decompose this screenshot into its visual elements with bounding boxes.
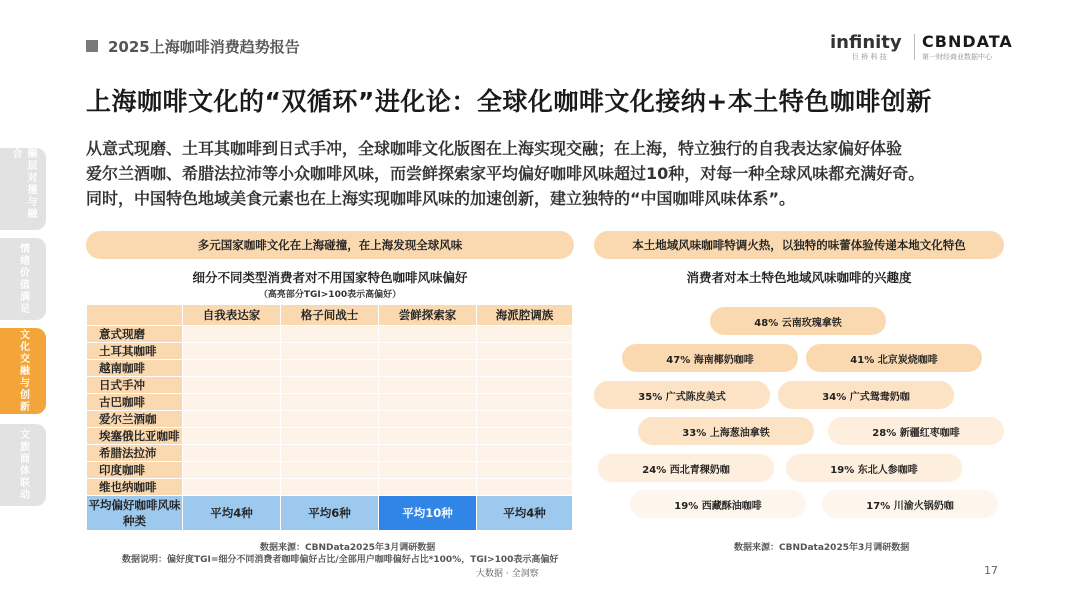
table-cell (281, 479, 379, 496)
table-cell (379, 343, 477, 360)
table-cell (183, 462, 281, 479)
left-panel-subtitle: 细分不同类型消费者对不用国家特色咖啡风味偏好 (192, 270, 468, 285)
table-cell (477, 377, 573, 394)
table-cell (183, 343, 281, 360)
table-cell (183, 479, 281, 496)
table-row (87, 394, 573, 411)
row-label: 意式现磨 (87, 326, 183, 343)
page-number: 17 (984, 564, 998, 577)
table-header-row (87, 305, 573, 326)
table-cell (477, 326, 573, 343)
intro-paragraph (86, 136, 1026, 211)
table-row (87, 360, 573, 377)
flavor-bubble: 24% 西北青稞奶咖 (598, 454, 774, 482)
side-tab-culture-innovation[interactable]: 文化交融与创新 (0, 328, 46, 414)
table-cell (281, 462, 379, 479)
average-value: 平均6种 (281, 496, 379, 531)
table-cell (183, 360, 281, 377)
left-data-explain: 数据说明：偏好度TGI=细分不同消费者咖啡偏好占比/全部用户咖啡偏好占比*100%，TGI>100表示高偏好 (122, 555, 559, 565)
table-cell (281, 360, 379, 377)
table-cell (183, 445, 281, 462)
table-cell (183, 377, 281, 394)
table-cell (379, 360, 477, 377)
table-cell (281, 377, 379, 394)
row-label: 土耳其咖啡 (87, 343, 183, 360)
row-label: 越南咖啡 (87, 360, 183, 377)
column-header: 格子间战士 (281, 305, 379, 326)
table-cell (379, 428, 477, 445)
average-value: 平均4种 (477, 496, 573, 531)
table-cell (281, 428, 379, 445)
column-header: 海派腔调族 (477, 305, 573, 326)
table-row (87, 445, 573, 462)
table-cell (477, 445, 573, 462)
intro-line: 从意式现磨、土耳其咖啡到日式手冲，全球咖啡文化版图在上海实现交融；在上海，特立独行的自我表达家偏好体验 (86, 139, 903, 158)
table-cell (477, 462, 573, 479)
table-cell (183, 326, 281, 343)
row-label: 爱尔兰酒咖 (87, 411, 183, 428)
logo-divider (914, 34, 915, 60)
table-cell (477, 411, 573, 428)
row-label: 埃塞俄比亚咖啡 (87, 428, 183, 445)
table-row (87, 326, 573, 343)
flavor-bubble: 19% 西藏酥油咖啡 (630, 490, 806, 518)
page-title: 上海咖啡文化的“双循环”进化论：全球化咖啡文化接纳+本土特色咖啡创新 (86, 87, 932, 116)
flavor-bubble: 33% 上海葱油拿铁 (638, 417, 814, 445)
table-row (87, 428, 573, 445)
table-cell (183, 428, 281, 445)
table-row (87, 479, 573, 496)
row-label: 印度咖啡 (87, 462, 183, 479)
table-cell (183, 394, 281, 411)
row-label: 日式手冲 (87, 377, 183, 394)
right-panel-pill: 本土地域风味咖啡特调火热，以独特的味蕾体验传递本地文化特色 (594, 231, 1004, 259)
side-tab-emotional-value[interactable]: 情绪价值满足 (0, 238, 46, 320)
table-cell (281, 394, 379, 411)
table-row (87, 377, 573, 394)
row-label: 希腊法拉沛 (87, 445, 183, 462)
average-value-highlight: 平均10种 (379, 496, 477, 531)
flavor-bubble: 19% 东北人参咖啡 (786, 454, 962, 482)
header-marker (86, 40, 98, 52)
table-row (87, 343, 573, 360)
row-label: 维也纳咖啡 (87, 479, 183, 496)
table-cell (379, 411, 477, 428)
right-panel-subtitle: 消费者对本土特色地域风味咖啡的兴趣度 (686, 270, 912, 285)
flavor-bubble: 35% 广式陈皮美式 (594, 381, 770, 409)
table-cell (281, 326, 379, 343)
cbndata-logo: CBNDATA (922, 32, 1013, 51)
footer-tagline: 大数据 · 全洞察 (476, 569, 539, 579)
flavor-bubble: 48% 云南玫瑰拿铁 (710, 307, 886, 335)
flavor-bubble: 17% 川渝火锅奶咖 (822, 490, 998, 518)
right-data-source: 数据来源：CBNData2025年3月调研数据 (734, 543, 910, 553)
table-cell (477, 343, 573, 360)
table-row (87, 462, 573, 479)
table-cell (281, 445, 379, 462)
average-row-label: 平均偏好咖啡风味种类 (87, 496, 183, 531)
table-row (87, 411, 573, 428)
intro-line: 爱尔兰酒咖、希腊法拉沛等小众咖啡风味，而尝鲜探索家平均偏好咖啡风味超过10种，对每一种全球风味都充满好奇。 (86, 164, 925, 183)
table-cell (379, 445, 477, 462)
side-tab-tourism-linkage[interactable]: 文旅商体联动 (0, 424, 46, 506)
infinity-logo-subtitle: 巨 桥 科 技 (852, 53, 887, 61)
column-header: 尝鲜探索家 (379, 305, 477, 326)
flavor-bubble: 41% 北京炭烧咖啡 (806, 344, 982, 372)
table-cell (477, 394, 573, 411)
flavor-bubble: 28% 新疆红枣咖啡 (828, 417, 1004, 445)
flavor-bubble: 47% 海南椰奶咖啡 (622, 344, 798, 372)
average-row (87, 496, 573, 531)
average-value: 平均4种 (183, 496, 281, 531)
report-title: 2025上海咖啡消费趋势报告 (108, 38, 300, 56)
left-panel-note: （高亮部分TGI>100表示高偏好） (258, 290, 402, 300)
table-cell (379, 326, 477, 343)
table-cell (477, 360, 573, 377)
cbndata-logo-subtitle: 第一财经商业数据中心 (922, 53, 992, 61)
column-header: 自我表达家 (183, 305, 281, 326)
table-cell (281, 411, 379, 428)
left-data-source: 数据来源：CBNData2025年3月调研数据 (260, 543, 436, 553)
table-cell (477, 428, 573, 445)
infinity-logo: infinity (830, 32, 902, 53)
table-cell (379, 394, 477, 411)
table-cell (379, 479, 477, 496)
intro-line: 同时，中国特色地域美食元素也在上海实现咖啡风味的加速创新，建立独特的“中国咖啡风味体系”。 (86, 189, 796, 208)
side-tab-circle-collision[interactable]: 圈层对撞与融合 (0, 148, 46, 230)
table-cell (379, 377, 477, 394)
preference-table (86, 304, 573, 531)
left-panel-pill: 多元国家咖啡文化在上海碰撞，在上海发现全球风味 (86, 231, 574, 259)
table-cell (379, 462, 477, 479)
row-label: 古巴咖啡 (87, 394, 183, 411)
table-corner (87, 305, 183, 326)
flavor-bubble: 34% 广式鸳鸯奶咖 (778, 381, 954, 409)
table-cell (281, 343, 379, 360)
table-cell (477, 479, 573, 496)
table-cell (183, 411, 281, 428)
